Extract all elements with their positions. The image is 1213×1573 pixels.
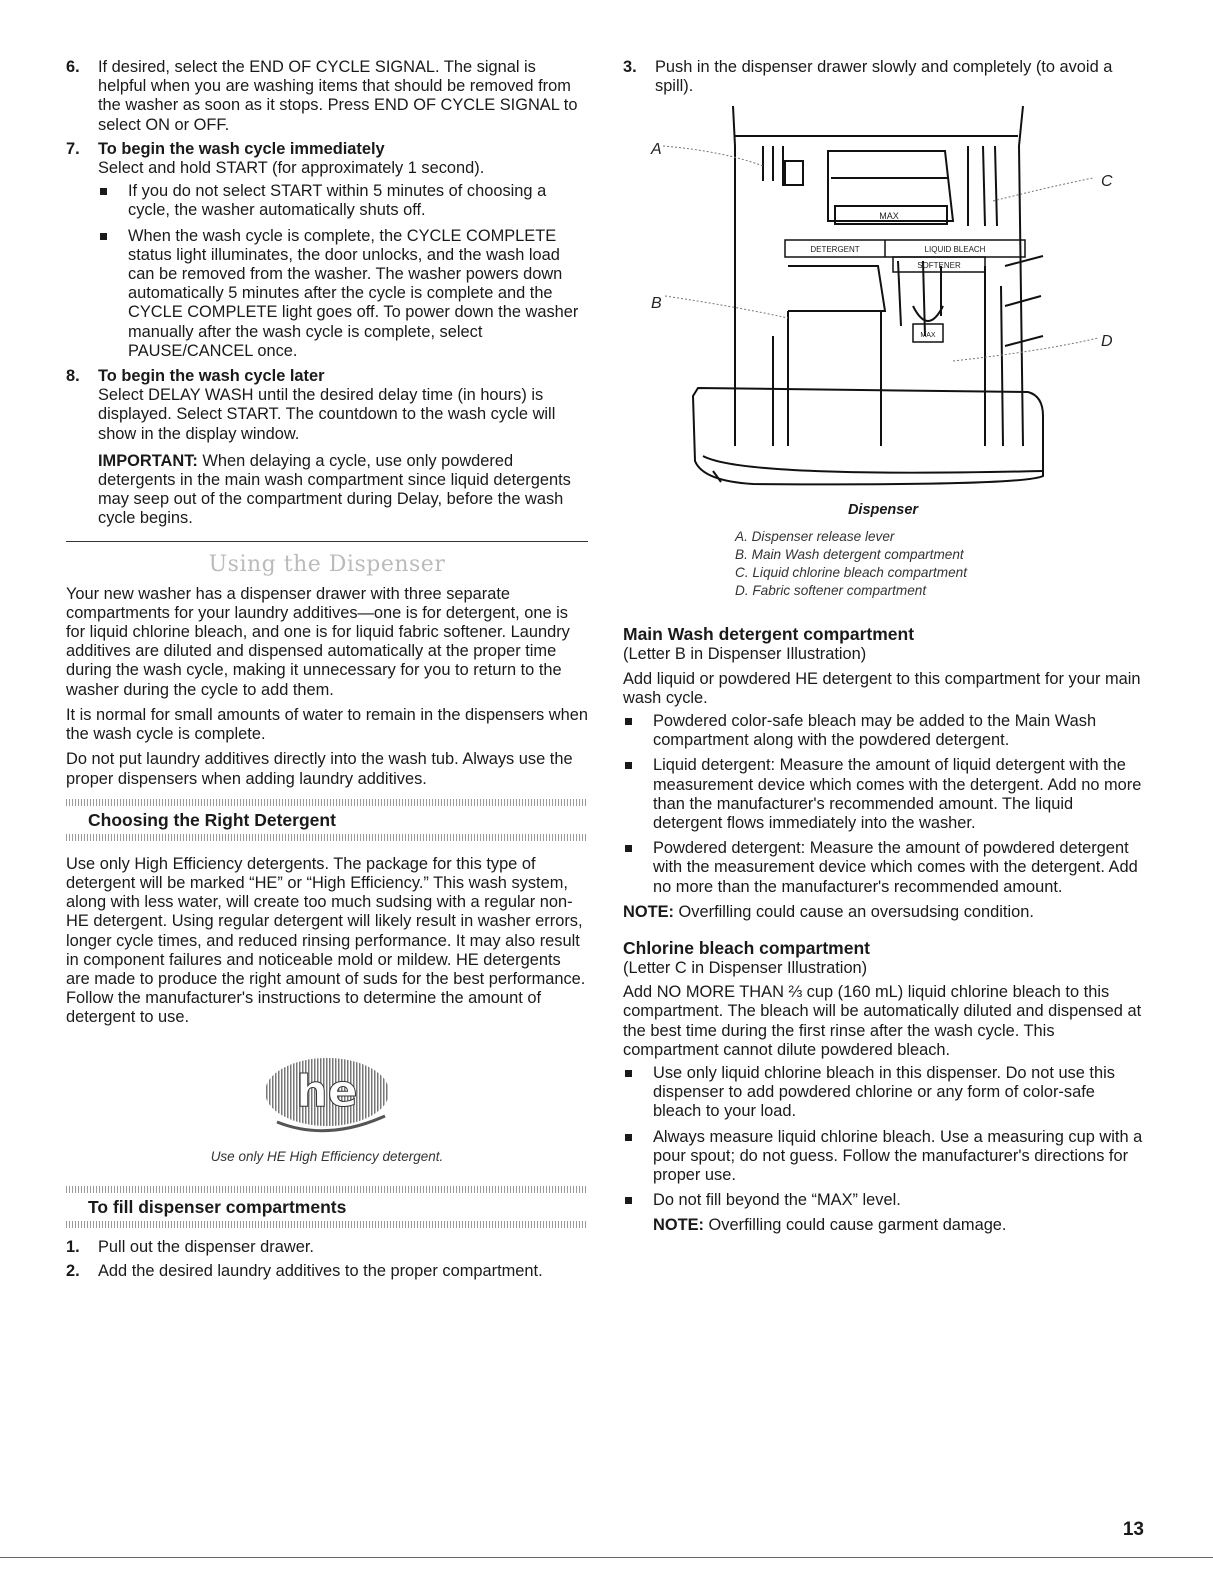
- main-wash-note: [623, 903, 1143, 922]
- step-number: 3.: [623, 58, 637, 76]
- max-label: MAX: [879, 211, 899, 222]
- intro-paragraph: Do not put laundry additives directly into the wash tub. Always use the proper dispensers when adding laundry additives.: [66, 750, 573, 788]
- bleach-subtitle: (Letter C in Dispenser Illustration): [623, 959, 868, 978]
- step-title: To begin the wash cycle immediately: [98, 139, 385, 158]
- step-3: [623, 58, 1143, 96]
- bullet-item: Use only liquid chlorine bleach in this dispenser. Do not use this dispenser to add powdered chlorine or any form of color-safe bleach to your load.: [623, 1064, 1143, 1122]
- main-wash-subtitle: (Letter B in Dispenser Illustration): [623, 645, 867, 664]
- he-logo-icon: [257, 1054, 397, 1136]
- step-6: [66, 58, 588, 135]
- figure-title: Dispenser: [847, 502, 919, 519]
- step-number: 2.: [66, 1261, 80, 1280]
- intro-paragraph: Your new washer has a dispenser drawer with three separate compartments for your laundry additives—one is for detergent, one is for liquid chlorine bleach, and one is for liquid fabric softener. Laundry additives are diluted and dispensed automatically at the proper time during the wash cycle, making it unnecessary for you to return to the washer during the cycle to add them.: [66, 584, 570, 699]
- important-text: When delaying a cycle, use only powdered detergents in the main wash compartment since liquid detergents may seep out of the compartment during Delay, before the wash cycle begins.: [98, 451, 571, 528]
- left-column: [66, 58, 588, 1286]
- bullet-item: Powdered color-safe bleach may be added to the Main Wash compartment along with the powdered detergent.: [623, 712, 1143, 750]
- step-text: Push in the dispenser drawer slowly and completely (to avoid a spill).: [655, 58, 1113, 96]
- step-8: [66, 367, 588, 529]
- hatch-rule: [66, 834, 588, 841]
- fill-step: [66, 1262, 588, 1281]
- important-note: [98, 452, 588, 529]
- footer-rule: [0, 1557, 1213, 1558]
- max-label-2: MAX: [920, 332, 936, 340]
- right-column: [623, 58, 1143, 1242]
- legend-item: D. Fabric softener compartment: [735, 583, 927, 599]
- choosing-detergent-text: Use only High Efficiency detergents. The package for this type of detergent will be marked “HE” or “High Efficiency.” This wash system, along with less water, will create too much sudsing with a regular non-HE detergent. Using regular detergent will likely result in washer errors, longer cycle times, and reduced rinsing performance. It may also result in component failures and noticeable mold or mildew. HE detergents are made to produce the right amount of suds for the best performance. Follow the manufacturer's instructions to determine the amount of detergent to use.: [66, 854, 586, 1027]
- he-logo-caption: Use only HE High Efficiency detergent.: [210, 1148, 444, 1164]
- bleach-heading: Chlorine bleach compartment: [623, 938, 870, 959]
- note-label: NOTE:: [653, 1216, 704, 1235]
- fill-step: [66, 1238, 588, 1257]
- step-text: Select and hold START (for approximately 1 second).: [98, 159, 485, 178]
- hatch-rule: [66, 799, 588, 806]
- step-title: To begin the wash cycle later: [98, 367, 325, 386]
- section-title: Using the Dispenser: [208, 551, 446, 577]
- bullet-item: Liquid detergent: Measure the amount of liquid detergent with the measurement device which comes with the detergent. Add no more than the manufacturer's recommended amount. The liquid detergent flows immediately into the washer.: [623, 756, 1143, 833]
- bullet-item: When the wash cycle is complete, the CYCLE COMPLETE status light illuminates, the door unlocks, and the wash load can be removed from the washer. The washer powers down automatically 5 minutes after the cycle is complete and the CYCLE COMPLETE light goes off. To power down the washer manually after the wash cycle is complete, select PAUSE/CANCEL once.: [98, 227, 588, 361]
- legend-item: A. Dispenser release lever: [735, 529, 895, 545]
- step-text: Pull out the dispenser drawer.: [98, 1237, 314, 1256]
- detergent-label: DETERGENT: [810, 245, 860, 255]
- bullet-item: Always measure liquid chlorine bleach. Use a measuring cup with a pour spout; do not guess. Follow the manufacturer's directions for proper use.: [623, 1128, 1143, 1186]
- important-label: IMPORTANT:: [98, 451, 198, 470]
- step-text: Select DELAY WASH until the desired delay time (in hours) is displayed. Select START. The countdown to the wash cycle will show in the display window.: [98, 386, 556, 443]
- bullet-item: Powdered detergent: Measure the amount of powdered detergent with the measurement device which comes with the detergent. Add no more than the manufacturer's recommended amount.: [623, 839, 1143, 897]
- main-wash-heading: Main Wash detergent compartment: [623, 624, 915, 645]
- he-logo: [66, 1054, 588, 1141]
- callout-c: C: [1101, 173, 1113, 191]
- legend-item: C. Liquid chlorine bleach compartment: [735, 565, 967, 581]
- svg-text:he: he: [296, 1065, 358, 1117]
- main-wash-text: Add liquid or powdered HE detergent to this compartment for your main wash cycle.: [623, 669, 1141, 707]
- bullet-item: If you do not select START within 5 minutes of choosing a cycle, the washer automatically shuts off.: [98, 182, 588, 220]
- hatch-rule: [66, 1186, 588, 1193]
- step-number: 1.: [66, 1237, 80, 1256]
- step-number: 7.: [66, 139, 80, 158]
- section-divider: [66, 541, 588, 542]
- step-number: 8.: [66, 367, 80, 386]
- fill-compartments-heading: To fill dispenser compartments: [88, 1196, 347, 1217]
- page-number: 13: [1122, 1519, 1144, 1540]
- callout-a: A: [651, 141, 662, 159]
- callout-b: B: [651, 295, 662, 313]
- step-number: 6.: [66, 58, 80, 76]
- legend-item: B. Main Wash detergent compartment: [735, 547, 964, 563]
- step-text: Add the desired laundry additives to the proper compartment.: [98, 1261, 543, 1280]
- intro-paragraph: It is normal for small amounts of water to remain in the dispensers when the wash cycle is complete.: [66, 705, 588, 744]
- dispenser-illustration: [623, 106, 1143, 498]
- softener-label: SOFTENER: [917, 261, 961, 271]
- callout-d: D: [1101, 333, 1113, 351]
- bleach-text: Add NO MORE THAN ⅔ cup (160 mL) liquid chlorine bleach to this compartment. The bleach will be automatically diluted and dispensed at the best time during the first rinse after the wash cycle. This compartment cannot dilute powdered bleach.: [623, 983, 1142, 1059]
- hatch-rule: [66, 1221, 588, 1228]
- choosing-detergent-heading: Choosing the Right Detergent: [88, 809, 336, 830]
- bullet-item: Do not fill beyond the “MAX” level.: [623, 1191, 1143, 1210]
- figure-legend: [623, 528, 1143, 600]
- note-text: Overfilling could cause an oversudsing condition.: [674, 902, 1034, 921]
- bleach-note: [623, 1216, 1143, 1235]
- note-label: NOTE:: [623, 902, 674, 921]
- liquid-bleach-label: LIQUID BLEACH: [924, 245, 986, 255]
- step-text: If desired, select the END OF CYCLE SIGNAL. The signal is helpful when you are washing items that should be removed from the washer as soon as it stops. Press END OF CYCLE SIGNAL to select ON or OFF.: [98, 58, 578, 134]
- note-text: Overfilling could cause garment damage.: [704, 1216, 1007, 1235]
- step-7: [66, 140, 588, 361]
